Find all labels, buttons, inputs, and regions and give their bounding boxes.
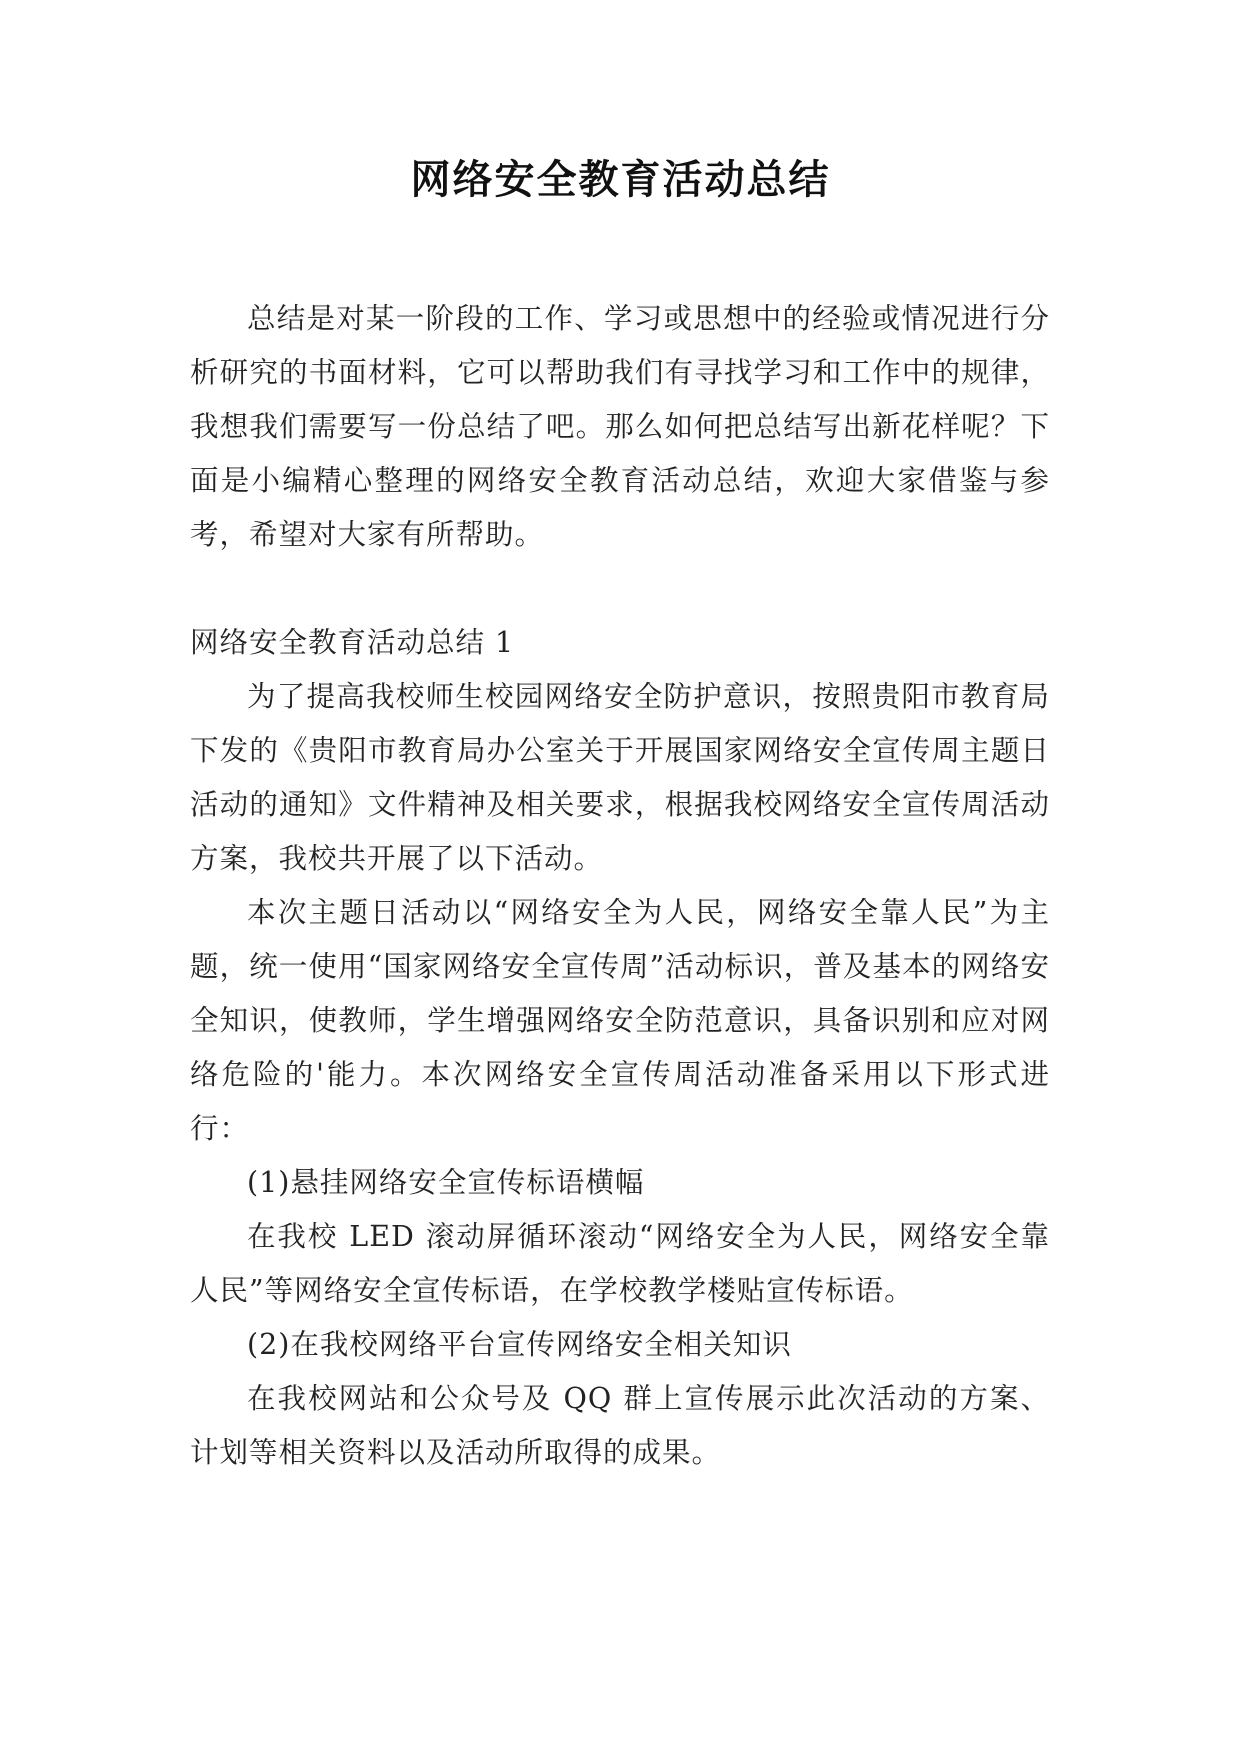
section-heading: 网络安全教育活动总结 1 bbox=[190, 626, 515, 659]
list-item-heading: (1)悬挂网络安全宣传标语横幅 bbox=[247, 1166, 645, 1199]
list-item-heading: (2)在我校网络平台宣传网络安全相关知识 bbox=[247, 1328, 792, 1361]
body-paragraph: 本次主题日活动以“网络安全为人民，网络安全靠人民”为主题，统一使用“国家网络安全宣传周”活动标识，普及基本的网络安全知识，使教师，学生增强网络安全防范意识，具备识别和应对网络危险的'能力。本次网络安全宣传周活动准备采用以下形式进行： bbox=[190, 896, 1050, 1145]
body-paragraph: 在我校 LED 滚动屏循环滚动“网络安全为人民，网络安全靠人民”等网络安全宣传标语，在学校教学楼贴宣传标语。 bbox=[190, 1220, 1050, 1307]
document-body bbox=[190, 292, 1050, 1480]
document-title: 网络安全教育活动总结 bbox=[410, 156, 831, 203]
body-paragraph: 为了提高我校师生校园网络安全防护意识，按照贵阳市教育局下发的《贵阳市教育局办公室关于开展国家网络安全宣传周主题日活动的通知》文件精神及相关要求，根据我校网络安全宣传周活动方案，我校共开展了以下活动。 bbox=[190, 680, 1050, 875]
intro-paragraph: 总结是对某一阶段的工作、学习或思想中的经验或情况进行分析研究的书面材料，它可以帮助我们有寻找学习和工作中的规律，我想我们需要写一份总结了吧。那么如何把总结写出新花样呢？下面是小编精心整理的网络安全教育活动总结，欢迎大家借鉴与参考，希望对大家有所帮助。 bbox=[190, 302, 1050, 551]
body-paragraph: 在我校网站和公众号及 QQ 群上宣传展示此次活动的方案、计划等相关资料以及活动所取得的成果。 bbox=[190, 1382, 1050, 1469]
